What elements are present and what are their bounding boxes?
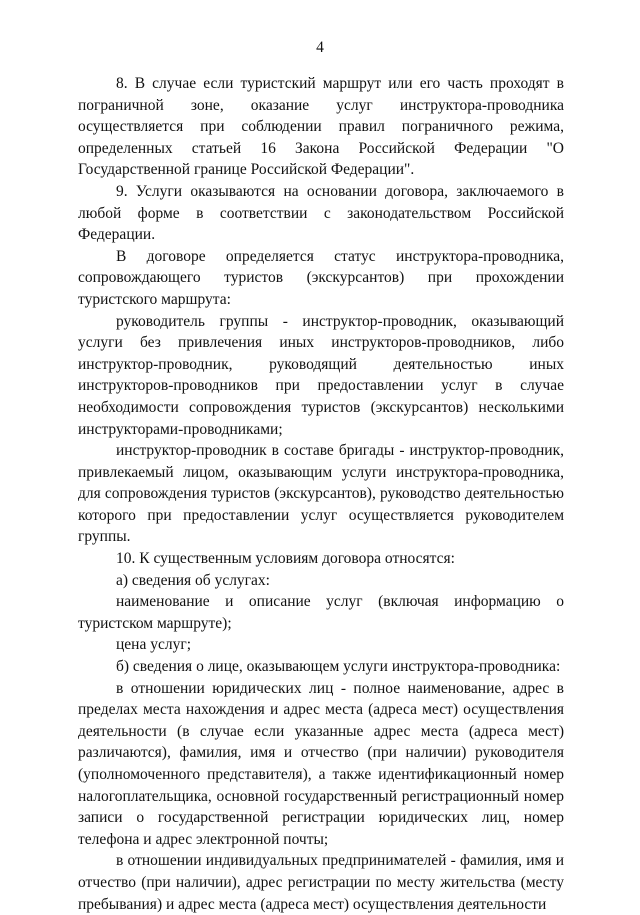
paragraph-10-essential-terms: 10. К существенным условиям договора относятся:	[116, 550, 455, 568]
paragraph-service-name: наименование и описание услуг (включая информацию о туристском маршруте);	[78, 593, 564, 632]
paragraph-legal-entities: в отношении юридических лиц - полное наименование, адрес в пределах места нахождения и адрес места (адреса мест) осуществления деятельности (в случае если указанные адрес места (адреса мест) различаются), фамилия, имя и отчество (при наличии) руководителя (уполномоченного представителя), а также идентификационный номер налогоплательщика, основной государственный регистрационный номер записи о государственной регистрации юридических лиц, номер телефона и адрес электронной почты;	[78, 679, 564, 848]
paragraph-contract-status: В договоре определяется статус инструктора-проводника, сопровождающего туристов (экскурсантов) при прохождении туристского маршрута:	[78, 247, 564, 308]
page-number: 4	[316, 39, 324, 56]
paragraph-9-contract-basis: 9. Услуги оказываются на основании договора, заключаемого в любой форме в соответствии с законодательством Российской Федерации.	[78, 182, 564, 244]
paragraph-service-info: а) сведения об услугах:	[116, 571, 270, 589]
paragraph-brigade-member: инструктор-проводник в составе бригады - инструктор-проводник, привлекаемый лицом, оказывающим услуги инструктора-проводника, для сопровождения туристов (экскурсантов), руководство деятельностью которого при предоставлении услуг осуществляется руководителем группы.	[78, 442, 564, 546]
paragraph-service-price: цена услуг;	[116, 636, 192, 654]
paragraph-individual-entrepreneurs: в отношении индивидуальных предпринимателей - фамилия, имя и отчество (при наличии), адрес регистрации по месту жительства (месту пребывания) и адрес места (адреса мест) осуществления деятельности	[78, 852, 564, 913]
paragraph-provider-info: б) сведения о лице, оказывающем услуги инструктора-проводника:	[116, 658, 561, 676]
paragraph-8-border-zone: 8. В случае если туристский маршрут или его часть проходят в пограничной зоне, оказание услуг инструктора-проводника осуществляется при соблюдении правил пограничного режима, определенных статьей 16 Закона Российской Федерации "О Государственной границе Российской Федерации".	[78, 75, 564, 179]
paragraph-group-leader: руководитель группы - инструктор-проводник, оказывающий услуги без привлечения иных инструкторов-проводников, либо инструктор-проводник, руководящий деятельностью иных инструкторов-проводников при предоставлении услуг в случае необходимости сопровождения туристов (экскурсантов) несколькими инструкторами-проводниками;	[78, 312, 564, 438]
document-body	[78, 73, 564, 915]
